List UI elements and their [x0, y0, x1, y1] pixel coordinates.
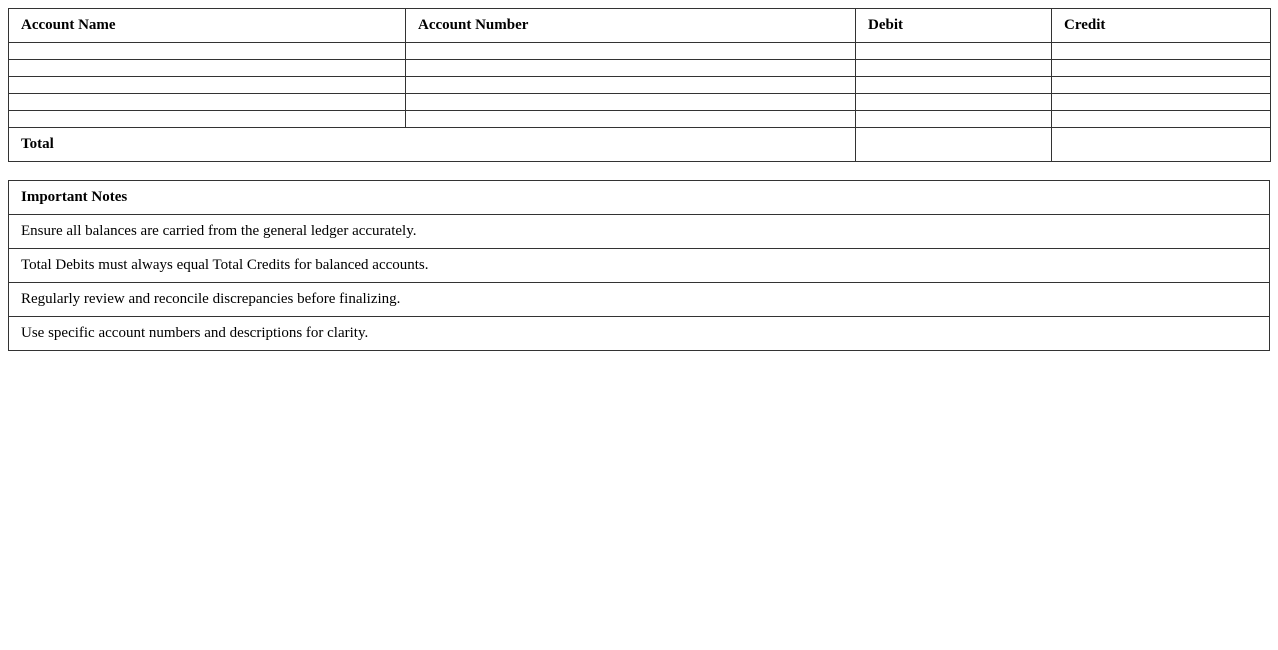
note-text: Regularly review and reconcile discrepancies before finalizing. [9, 283, 1270, 317]
debit-cell [856, 43, 1052, 60]
debit-cell [856, 60, 1052, 77]
note-text: Use specific account numbers and descriptions for clarity. [9, 317, 1270, 351]
column-header-account-name: Account Name [9, 9, 406, 43]
note-row [9, 283, 1270, 317]
account-number-cell [406, 60, 856, 77]
credit-cell [1052, 43, 1271, 60]
table-row [9, 77, 1271, 94]
note-row [9, 215, 1270, 249]
total-row [9, 128, 1271, 162]
column-header-debit: Debit [856, 9, 1052, 43]
table-row [9, 111, 1271, 128]
account-name-cell [9, 77, 406, 94]
account-name-cell [9, 43, 406, 60]
table-row [9, 94, 1271, 111]
debit-cell [856, 111, 1052, 128]
total-credit-cell [1052, 128, 1271, 162]
total-label: Total [9, 128, 856, 162]
debit-cell [856, 77, 1052, 94]
credit-cell [1052, 60, 1271, 77]
debit-cell [856, 94, 1052, 111]
column-header-credit: Credit [1052, 9, 1271, 43]
credit-cell [1052, 111, 1271, 128]
note-text: Ensure all balances are carried from the general ledger accurately. [9, 215, 1270, 249]
account-name-cell [9, 94, 406, 111]
column-header-account-number: Account Number [406, 9, 856, 43]
account-number-cell [406, 77, 856, 94]
table-header-row [9, 9, 1271, 43]
account-number-cell [406, 111, 856, 128]
table-row [9, 60, 1271, 77]
important-notes-table [8, 180, 1270, 351]
account-name-cell [9, 60, 406, 77]
note-text: Total Debits must always equal Total Credits for balanced accounts. [9, 249, 1270, 283]
notes-title: Important Notes [9, 181, 1270, 215]
note-row [9, 249, 1270, 283]
account-number-cell [406, 43, 856, 60]
notes-header-row [9, 181, 1270, 215]
credit-cell [1052, 94, 1271, 111]
account-number-cell [406, 94, 856, 111]
total-debit-cell [856, 128, 1052, 162]
credit-cell [1052, 77, 1271, 94]
table-row [9, 43, 1271, 60]
note-row [9, 317, 1270, 351]
account-name-cell [9, 111, 406, 128]
trial-balance-table [8, 8, 1271, 162]
